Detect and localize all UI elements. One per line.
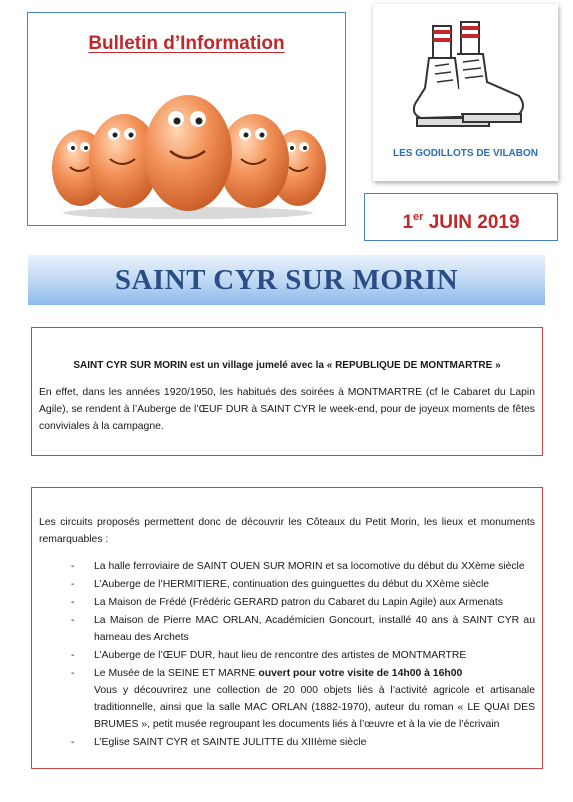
list-item: - L’Auberge de l’ŒUF DUR, haut lieu de rencontre des artistes de MONTMARTRE (39, 647, 535, 664)
bullet-dash: - (71, 615, 75, 626)
list-item: - La halle ferroviaire de SAINT OUEN SUR MORIN et sa locomotive du début du XXème siècle (39, 558, 535, 575)
list-item-musee: - Le Musée de la SEINE ET MARNE ouvert pour votre visite de 14h00 à 16h00 Vous y découvrirez une collection de 20 000 objets liés à l’activité agricole et artisanale traditionnelle, ainsi que la salle MAC ORLAN (1882-1970), auteur du roman « LE QUAI DES BRUMES », petit musée regroupant les documents liés à l’œuvre et à la vie de l’écrivain (39, 665, 535, 733)
egg-center (144, 95, 232, 211)
bullet-dash: - (71, 597, 75, 608)
date-suffix: er (413, 211, 424, 223)
circuits-box (31, 487, 543, 769)
bullet-dash: - (71, 668, 75, 679)
club-logo-box (373, 4, 558, 181)
twinning-lead: SAINT CYR SUR MORIN est un village jumelé avec la « REPUBLIQUE DE MONTMARTRE » (73, 360, 501, 371)
bulletin-title: Bulletin d’Information (88, 33, 285, 54)
header-box (27, 12, 346, 226)
issue-date (364, 193, 558, 241)
title-banner (28, 255, 545, 305)
opening-hours: ouvert pour votre visite de 14h00 à 16h00 (258, 668, 463, 679)
circuits-intro: Les circuits proposés permettent donc de découvrir les Côteaux du Petit Morin, les lieux et monuments remarquables : (39, 517, 535, 545)
sites-list (39, 558, 535, 751)
twinning-body: En effet, dans les années 1920/1950, les habitués des soirées à MONTMARTRE (cf le Cabaret du Lapin Agile), se rendent à l’Auberge de l’ŒUF DUR à SAINT CYR le week-end, pour de joyeux moments de fêtes conviviales à la campagne. (39, 387, 535, 432)
list-item: - L’Eglise SAINT CYR et SAINTE JULITTE du XIIIème siècle (39, 734, 535, 751)
bullet-dash: - (71, 579, 75, 590)
date-day: 1 (402, 212, 414, 233)
club-name: LES GODILLOTS DE VILABON (392, 148, 538, 159)
musee-detail: Vous y découvrirez une collection de 20 000 objets liés à l’activité agricole et artisanale traditionnelle, ainsi que la salle MAC ORLAN (1882-1970), auteur du roman « LE QUAI DES BRUMES », petit musée regroupant les documents liés à l’œuvre et à la vie de l’écrivain (94, 685, 535, 730)
list-item: - La Maison de Pierre MAC ORLAN, Académicien Goncourt, installé 40 ans à SAINT CYR au hameau des Archets (39, 612, 535, 646)
smiling-eggs-illustration (48, 71, 328, 221)
twinning-box (31, 327, 543, 456)
list-item: - L’Auberge de l’HERMITIERE, continuation des guinguettes du début du XXème siècle (39, 576, 535, 593)
date-rest: JUIN 2019 (423, 212, 520, 233)
bullet-dash: - (71, 650, 75, 661)
hiking-boots-icon (391, 18, 541, 138)
list-item: - La Maison de Frédé (Frédéric GERARD patron du Cabaret du Lapin Agile) aux Armenats (39, 594, 535, 611)
page-title: SAINT CYR SUR MORIN (114, 264, 459, 296)
bullet-dash: - (71, 737, 75, 748)
bullet-dash: - (71, 561, 75, 572)
